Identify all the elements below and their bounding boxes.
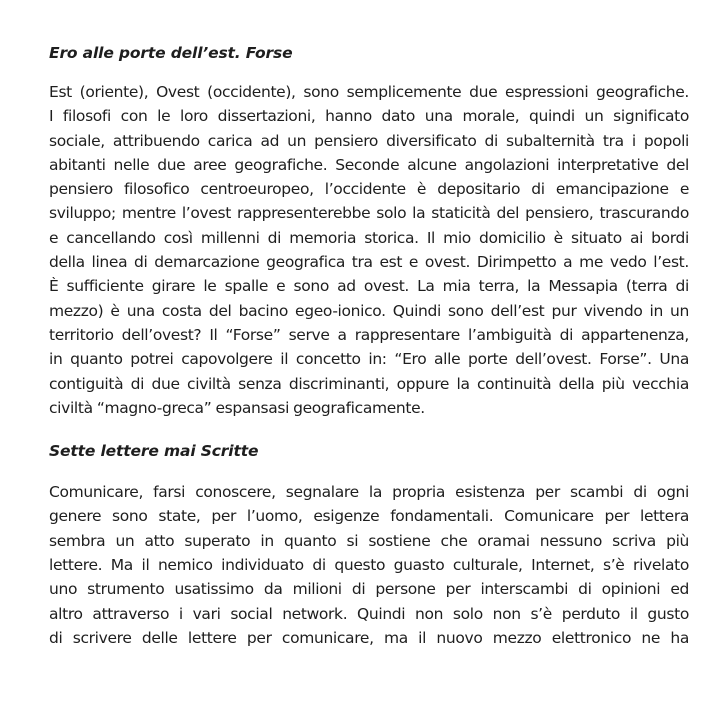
text-line: altro attraverso i vari social network. Quindi non solo non s’è perduto il gusto <box>49 604 689 623</box>
text-line: della linea di demarcazione geografica tra est e ovest. Dirimpetto a me vedo l’est. <box>49 253 689 272</box>
section-body <box>49 480 689 650</box>
text-line: sembra un atto superato in quanto si sostiene che oramai nessuno scriva più <box>49 531 689 550</box>
text-line: mezzo) è una costa del bacino egeo-ionico. Quindi sono dell’est pur vivendo in un <box>49 301 689 320</box>
section-title: Sette lettere mai Scritte <box>49 442 259 461</box>
text-line: genere sono state, per l’uomo, esigenze fondamentali. Comunicare per lettera <box>49 507 689 526</box>
section-ero-alle-porte <box>49 42 689 420</box>
text-line: sociale, attribuendo carica ad un pensiero diversificato di subalternità tra i popoli <box>49 131 689 150</box>
section-sette-lettere <box>49 440 689 650</box>
text-line: in quanto potrei capovolgere il concetto in: “Ero alle porte dell’ovest. Forse”. Una <box>49 350 689 369</box>
text-line: e cancellando così millenni di memoria storica. Il mio domicilio è situato ai bordi <box>49 228 689 247</box>
text-line: I filosofi con le loro dissertazioni, hanno dato una morale, quindi un significato <box>49 107 689 126</box>
text-line: Est (oriente), Ovest (occidente), sono semplicemente due espressioni geografiche. <box>49 83 689 101</box>
text-line: uno strumento usatissimo da milioni di persone per interscambi di opinioni ed <box>49 580 689 599</box>
text-line: di scrivere delle lettere per comunicare, ma il nuovo mezzo elettronico ne ha <box>49 628 689 647</box>
text-line: sviluppo; mentre l’ovest rappresenterebbe solo la staticità del pensiero, trascurando <box>49 204 689 223</box>
text-line: territorio dell’ovest? Il “Forse” serve a rappresentare l’ambiguità di appartenenza, <box>49 325 689 344</box>
text-line: Comunicare, farsi conoscere, segnalare la propria esistenza per scambi di ogni <box>49 483 689 502</box>
text-line: pensiero filosofico centroeuropeo, l’occidente è depositario di emancipazione e <box>49 180 689 199</box>
document-page <box>49 42 689 650</box>
text-line: lettere. Ma il nemico individuato di questo guasto culturale, Internet, s’è rivelato <box>49 556 689 575</box>
text-line: È sufficiente girare le spalle e sono ad ovest. La mia terra, la Messapia (terra di <box>49 277 689 296</box>
text-line: abitanti nelle due aree geografiche. Seconde alcune angolazioni interpretative del <box>49 155 689 174</box>
section-title: Ero alle porte dell’est. Forse <box>49 44 293 62</box>
section-body <box>49 80 689 420</box>
text-line: civiltà “magno-greca” espansasi geograficamente. <box>49 398 425 417</box>
text-line: contiguità di due civiltà senza discriminanti, oppure la continuità della più vecchia <box>49 374 689 393</box>
